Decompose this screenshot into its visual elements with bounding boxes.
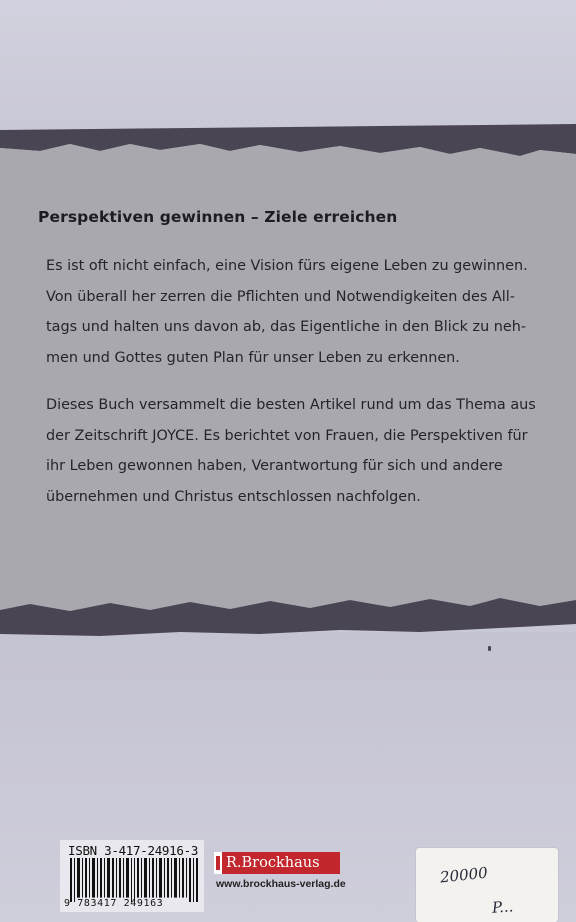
paragraph-intro xyxy=(46,251,526,373)
publisher-url: www.brockhaus-verlag.de xyxy=(216,878,346,890)
text-line: übernehmen und Christus entschlossen nachfolgen. xyxy=(46,488,421,505)
text-line: Von überall her zerren die Pflichten und Notwendigkeiten des All- xyxy=(46,288,515,305)
text-line: der Zeitschrift JOYCE. Es berichtet von Frauen, die Perspektiven für xyxy=(46,427,528,444)
ean-digits: 9 783417 249163 xyxy=(64,898,164,909)
text-line: Dieses Buch versammelt die besten Artikel rund um das Thema aus xyxy=(46,397,536,413)
back-cover-heading: Perspektiven gewinnen – Ziele erreichen xyxy=(38,208,398,226)
text-panel xyxy=(0,120,576,645)
text-line: ihr Leben gewonnen haben, Verantwortung für sich und andere xyxy=(46,458,503,474)
handwritten-code: P... xyxy=(491,897,514,917)
price-sticker xyxy=(416,848,558,922)
surface-speck xyxy=(488,646,491,651)
text-line: Es ist oft nicht einfach, eine Vision fürs eigene Leben zu gewinnen. xyxy=(46,258,528,274)
barcode-label xyxy=(60,840,204,912)
isbn-text: ISBN 3-417-24916-3 xyxy=(68,843,199,858)
publisher-logo xyxy=(214,852,340,874)
handwritten-price: 20000 xyxy=(439,863,489,887)
paragraph-description xyxy=(46,390,536,512)
publisher-name: R.Brockhaus xyxy=(226,855,320,871)
text-line: men und Gottes guten Plan für unser Leben zu erkennen. xyxy=(46,349,460,366)
panel-text xyxy=(0,120,576,645)
cover-top-area xyxy=(0,0,576,136)
publisher-mark-icon xyxy=(214,852,222,874)
text-line: tags und halten uns davon ab, das Eigentliche in den Blick zu neh- xyxy=(46,319,527,335)
barcode-bars xyxy=(70,858,198,902)
